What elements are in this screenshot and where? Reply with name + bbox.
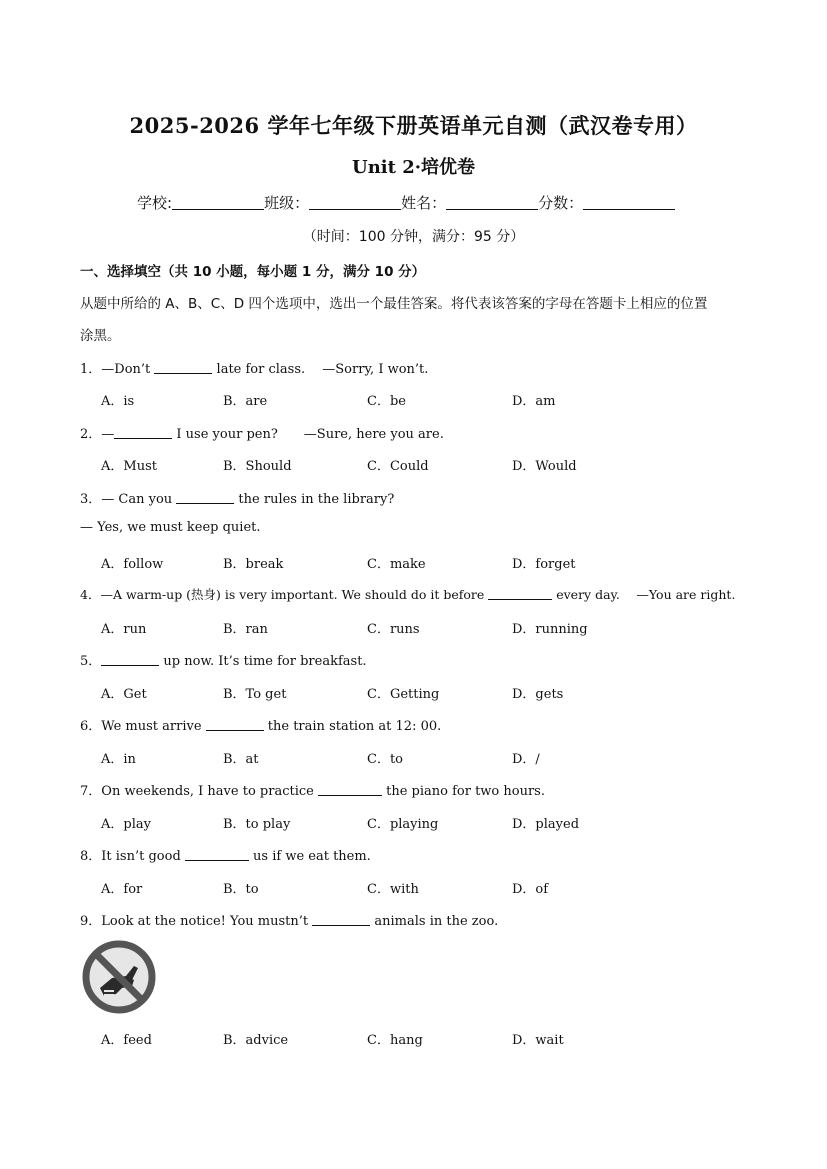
question-text-after: the train station at 12: 00. bbox=[263, 719, 442, 734]
question-number: 3． bbox=[80, 492, 102, 507]
option-d[interactable]: D．played bbox=[512, 817, 580, 832]
question-text-after: animals in the zoo. bbox=[370, 914, 499, 929]
answer-blank bbox=[318, 783, 382, 796]
question-text-after: the piano for two hours. bbox=[381, 784, 545, 799]
option-a[interactable]: A．for bbox=[101, 882, 143, 897]
option-b[interactable]: B．advice bbox=[223, 1033, 289, 1048]
question-3-reply: — Yes, we must keep quiet. bbox=[80, 520, 261, 535]
exam-title: 2025-2026 学年七年级下册英语单元自测（武汉卷专用） bbox=[129, 113, 698, 138]
instruction-line-1: 从题中所给的 A、B、C、D 四个选项中，选出一个最佳答案。将代表该答案的字母在答题卡上相应的位置 bbox=[80, 296, 708, 312]
option-a[interactable]: A．run bbox=[101, 622, 147, 637]
class-blank[interactable] bbox=[309, 195, 401, 210]
question-number: 7． bbox=[80, 784, 102, 799]
question-7 bbox=[80, 780, 545, 799]
option-b[interactable]: B．to play bbox=[223, 817, 291, 832]
school-blank[interactable] bbox=[172, 195, 264, 210]
question-4 bbox=[80, 585, 735, 603]
option-d[interactable]: D．Would bbox=[512, 459, 577, 474]
option-d[interactable]: D．gets bbox=[512, 687, 564, 702]
option-c[interactable]: C．playing bbox=[367, 817, 439, 832]
option-a[interactable]: A．Must bbox=[101, 459, 157, 474]
option-a[interactable]: A．in bbox=[101, 752, 136, 767]
answer-blank bbox=[176, 491, 234, 504]
question-5 bbox=[80, 650, 367, 669]
option-d[interactable]: D．am bbox=[512, 394, 556, 409]
question-text-before: We must arrive bbox=[101, 719, 206, 734]
answer-blank bbox=[114, 426, 172, 439]
answer-blank bbox=[488, 587, 552, 600]
question-number: 6． bbox=[80, 719, 102, 734]
student-info-row bbox=[137, 192, 675, 213]
option-c[interactable]: C．with bbox=[367, 882, 419, 897]
option-d[interactable]: D．of bbox=[512, 882, 549, 897]
question-text-before: — bbox=[101, 427, 115, 442]
option-b[interactable]: B．are bbox=[223, 394, 268, 409]
option-c[interactable]: C．make bbox=[367, 557, 426, 572]
question-number: 9． bbox=[80, 914, 102, 929]
question-text-before: —Don’t bbox=[101, 362, 155, 377]
class-label: 班级： bbox=[264, 194, 310, 212]
name-label: 姓名： bbox=[401, 194, 447, 212]
question-number: 4． bbox=[80, 587, 101, 602]
option-b[interactable]: B．to bbox=[223, 882, 259, 897]
answer-blank bbox=[312, 913, 370, 926]
no-feeding-sign-icon bbox=[82, 940, 156, 1014]
option-c[interactable]: C．be bbox=[367, 394, 406, 409]
question-9 bbox=[80, 910, 498, 929]
option-d[interactable]: D．running bbox=[512, 622, 588, 637]
option-c[interactable]: C．Could bbox=[367, 459, 429, 474]
question-text-after: I use your pen? —Sure, here you are. bbox=[172, 427, 444, 442]
question-text-after: the rules in the library? bbox=[234, 492, 395, 507]
option-c[interactable]: C．hang bbox=[367, 1033, 423, 1048]
question-number: 2． bbox=[80, 427, 102, 442]
option-c[interactable]: C．Getting bbox=[367, 687, 440, 702]
question-text-before: On weekends, I have to practice bbox=[101, 784, 318, 799]
question-6 bbox=[80, 715, 441, 734]
question-text-before: Look at the notice! You mustn’t bbox=[101, 914, 313, 929]
option-b[interactable]: B．Should bbox=[223, 459, 292, 474]
option-a[interactable]: A．play bbox=[101, 817, 151, 832]
option-d[interactable]: D．forget bbox=[512, 557, 576, 572]
instruction-line-2: 涂黑。 bbox=[80, 328, 121, 344]
question-number: 5． bbox=[80, 654, 102, 669]
name-blank[interactable] bbox=[446, 195, 538, 210]
option-a[interactable]: A．Get bbox=[101, 687, 147, 702]
option-a[interactable]: A．follow bbox=[101, 557, 164, 572]
question-3 bbox=[80, 488, 394, 507]
question-text-after: up now. It’s time for breakfast. bbox=[159, 654, 367, 669]
question-number: 8． bbox=[80, 849, 102, 864]
option-a[interactable]: A．is bbox=[101, 394, 135, 409]
exam-subtitle: Unit 2·培优卷 bbox=[352, 157, 475, 178]
option-b[interactable]: B．To get bbox=[223, 687, 287, 702]
question-text-after: every day. —You are right. bbox=[552, 587, 736, 602]
option-d[interactable]: D．/ bbox=[512, 752, 540, 767]
answer-blank bbox=[154, 361, 212, 374]
option-b[interactable]: B．at bbox=[223, 752, 259, 767]
option-c[interactable]: C．runs bbox=[367, 622, 420, 637]
question-text-before: — Can you bbox=[101, 492, 177, 507]
question-text-after: late for class. —Sorry, I won’t. bbox=[212, 362, 429, 377]
option-b[interactable]: B．ran bbox=[223, 622, 268, 637]
question-2 bbox=[80, 423, 444, 442]
question-text-before: —A warm-up (热身) is very important. We should do it before bbox=[100, 587, 489, 602]
option-a[interactable]: A．feed bbox=[101, 1033, 152, 1048]
score-label: 分数： bbox=[538, 194, 584, 212]
question-text-after: us if we eat them. bbox=[248, 849, 371, 864]
time-info: （时间：100 分钟，满分：95 分） bbox=[302, 229, 525, 245]
option-c[interactable]: C．to bbox=[367, 752, 403, 767]
option-b[interactable]: B．break bbox=[223, 557, 284, 572]
question-text-before: It isn’t good bbox=[101, 849, 185, 864]
answer-blank bbox=[101, 653, 159, 666]
answer-blank bbox=[206, 718, 264, 731]
section-title: 一、选择填空（共 10 小题，每小题 1 分，满分 10 分） bbox=[80, 264, 426, 280]
question-8 bbox=[80, 845, 371, 864]
question-1 bbox=[80, 358, 428, 377]
option-d[interactable]: D．wait bbox=[512, 1033, 564, 1048]
score-blank[interactable] bbox=[583, 195, 675, 210]
answer-blank bbox=[185, 848, 249, 861]
question-number: 1． bbox=[80, 362, 102, 377]
school-label: 学校: bbox=[137, 194, 173, 212]
